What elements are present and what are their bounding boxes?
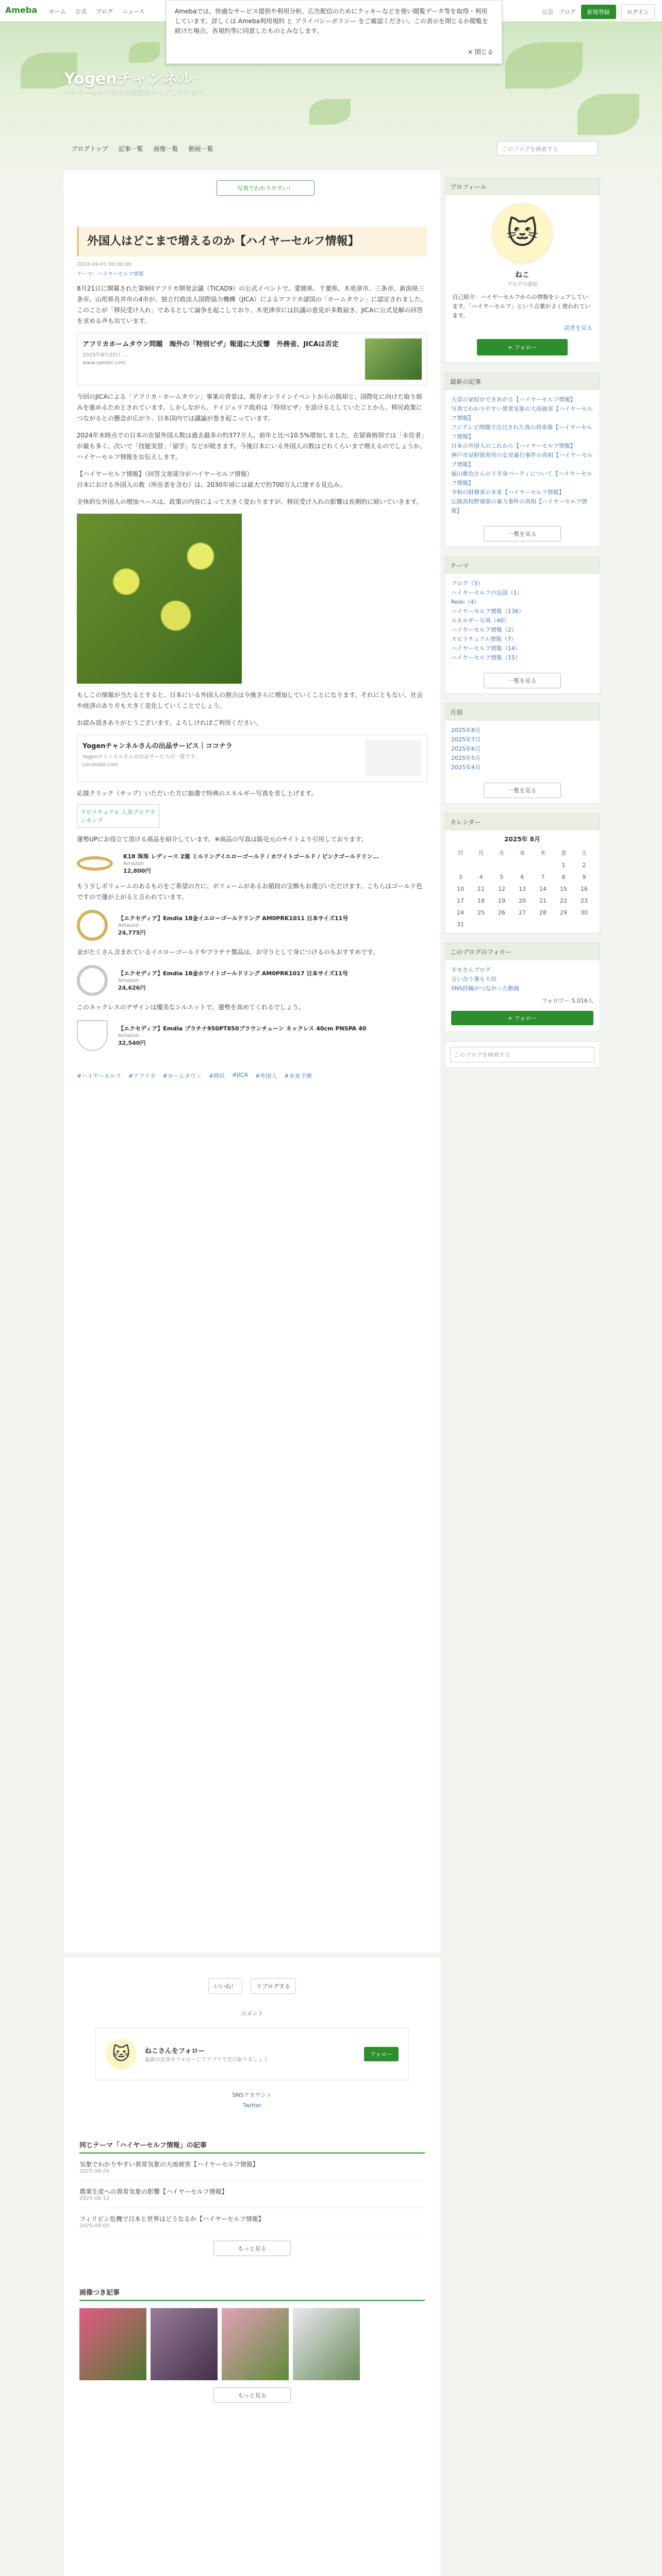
card-sub: 2025年8月25日 ... [82, 352, 128, 358]
energy-photo [77, 514, 242, 684]
related-date: 2025-08-05 [79, 2223, 110, 2229]
follow-button[interactable]: + フォロー [451, 1011, 593, 1025]
profile-heading: プロフィール [445, 178, 600, 195]
card-thumbnail [365, 740, 422, 776]
recent-item[interactable]: 写真でわかりやすい異常気象の大雨被害【ハイヤーセルフ情報】 [451, 405, 593, 421]
image-thumbnail[interactable] [79, 2308, 146, 2380]
product-shop: Amazon [118, 1033, 139, 1039]
card-title: Yogenチャンネルさんの出品サービス｜ココナラ [82, 742, 233, 750]
ad-label[interactable]: 広告 [542, 9, 554, 15]
month-item[interactable]: 2025年7月 [451, 736, 481, 743]
like-button[interactable]: いいね！ [208, 1978, 242, 1994]
blog-label[interactable]: ブログ [558, 9, 576, 15]
calendar-date[interactable]: 23 [581, 897, 588, 904]
calendar-date[interactable]: 6 [520, 874, 524, 880]
calendar-grid [445, 843, 600, 933]
hashtag[interactable]: #アフリカ [128, 1073, 156, 1079]
profile-text: 自己紹介：ハイヤーセルフからの情報をシェアしています。「ハイヤーセルフ」という言葉がよく使われています。 [452, 294, 591, 319]
follow-card [95, 2028, 409, 2080]
necklace-image [77, 1020, 108, 1051]
product-name: 【エクセディア】Emdia プラチナ950PT850ブラウンチェーン ネックレス 40cm PNSPA 40 [118, 1025, 367, 1032]
cookie-notice-text: Amebaでは、快適なサービス提供や利用分析、広告配信のためにクッキーなどを使い閲覧データ等を取得・利用しています。詳しくは Ameba利用規約 と プライバシーポリシー をご確認ください。この表示を閉じるか閲覧を続けた場合、各規約等に同意したものとみなします。 [175, 8, 488, 35]
calendar-date[interactable]: 7 [541, 874, 545, 880]
theme-list-button[interactable]: 一覧を見る [484, 673, 561, 688]
card-title: アフリカホームタウン問題 海外の「特別ビザ」報道に大反響 外務省、JICAは否定 [82, 341, 339, 348]
calendar-date [512, 862, 533, 869]
follow-button[interactable]: フォロー [364, 2047, 399, 2061]
theme-item[interactable]: ハイヤーセルフの法話（1） [451, 589, 523, 596]
register-button[interactable]: 新規登録 [581, 5, 616, 19]
hashtag[interactable]: #未来予測 [284, 1073, 312, 1079]
top-right [542, 4, 655, 20]
recent-item[interactable]: フジテレビ問題で注目された真の将来像【ハイヤーセルフ情報】 [451, 424, 593, 440]
hashtag[interactable]: #外国人 [255, 1073, 277, 1079]
image-thumbnail[interactable] [151, 2308, 218, 2380]
blog-description: ハイヤーセルフからの情報をシェアしています。 [64, 89, 211, 96]
paragraph: 【ハイヤーセルフ情報】（回答文章部分がハイヤーセルフ情報） 日本における外国人の数（所在者を含む）は、2030年頃には最大で約700万人に達する見込み。 [77, 470, 346, 488]
recent-item[interactable]: 天皇の家紋ができあがる【ハイヤーセルフ情報】 [451, 396, 576, 403]
paragraph: 応援クリック（チップ）いただいた方に抽選で特典のエネルギー写真を差し上げます。 [77, 790, 318, 797]
related-title: フィリピン危機で日本と世界はどうなるか【ハイヤーセルフ情報】 [79, 2215, 264, 2223]
product-shop: Amazon [123, 861, 144, 867]
paragraph: 2024年末時点での日本の在留外国人数は過去最多の約377万人。前年と比べ10.5%増加しました。在留資格別では「永住者」が最も多く、次いで「技能実習」「留学」などが続きます。今後日本にいる外国人の数はどれくらいまで増えるのでしょうか。ハイヤーセルフ情報をお伝えします。 [77, 432, 427, 461]
hashtags [77, 1072, 427, 1080]
calendar-date[interactable]: 31 [457, 921, 464, 928]
related-item[interactable] [79, 2208, 425, 2235]
reblog-button[interactable]: リブログする [251, 1978, 296, 1994]
hashtag[interactable]: #移民 [208, 1073, 225, 1079]
related-date: 2025-08-20 [79, 2168, 110, 2174]
follow-button[interactable]: + フォロー [477, 339, 568, 355]
profile-sub: ブログの部屋 [507, 282, 538, 287]
profile-box [444, 178, 600, 363]
follower-count: フォロワー 5,016人 [541, 997, 593, 1004]
twitter-link[interactable]: Twitter [242, 2102, 262, 2109]
month-item[interactable]: 2025年6月 [451, 745, 481, 752]
sidebar [444, 178, 600, 1077]
hashtag[interactable]: #ハイヤーセルフ [77, 1073, 121, 1079]
fav-item[interactable]: ネモさんブログ [451, 967, 491, 973]
calendar-date[interactable]: 3 [458, 874, 462, 880]
calendar-weekday: 火 [499, 850, 505, 856]
cookie-notice [166, 0, 502, 64]
monthly-box [444, 703, 600, 804]
hashtag[interactable]: #ホームタウン [162, 1073, 202, 1079]
ranking-banner[interactable]: スピリチュアル 人気ブログランキング [77, 804, 159, 828]
article-date: 2024-09-01 00:00:00 [77, 262, 132, 267]
product-item[interactable] [77, 1020, 427, 1051]
calendar-weekday: 水 [519, 850, 525, 856]
calendar-date [533, 862, 553, 869]
ameba-logo[interactable]: Ameba [5, 5, 38, 15]
related-title: 農業生産への異常気象の影響【ハイヤーセルフ情報】 [79, 2188, 228, 2195]
paragraph: 8月21日に開幕された第9回アフリカ開発会議（TICAD9）の公式イベントで、愛媛県、千葉県、木更津市、三条市、新潟県三条市、山形県長井市の4市が、独立行政法人国際協力機構（JICA）によるアフリカ諸国の「ホームタウン」に認定されました。このことが「移民受け入れ」であるとして論争を起こしており、木更津市には抗議の意見が多数届き、JICAに公式見解の回答を求める声も出ています。 [77, 285, 427, 325]
fav-box [444, 943, 600, 1032]
product-item[interactable] [77, 965, 427, 996]
article [77, 227, 427, 1080]
calendar-date[interactable]: 22 [560, 897, 567, 904]
calendar-date[interactable]: 5 [500, 874, 504, 880]
calendar-weekday: 木 [540, 850, 546, 856]
comment-label[interactable]: コメント [241, 2010, 263, 2017]
paragraph: もしこの情報が当たるとすると、日本にいる外国人の割合は今後さらに増加していくことになります。それにともない、社会や経済のあり方も大きく変化していくことでしょう。 [77, 691, 423, 709]
calendar-date[interactable]: 20 [519, 897, 526, 904]
article-title: 外国人はどこまで増えるのか【ハイヤーセルフ情報】 [77, 227, 427, 257]
ring-image [77, 856, 113, 871]
calendar-date[interactable]: 29 [560, 909, 567, 916]
recent-item[interactable]: 日本の外国人のこれから【ハイヤーセルフ情報】 [451, 443, 576, 449]
calendar-date[interactable]: 24 [457, 909, 464, 916]
calendar-date[interactable]: 30 [581, 909, 588, 916]
paragraph: 運勢UPにお役立て頂ける商品を紹介しています。※商品の写真は販売元のサイトより引用しております。 [77, 836, 368, 843]
theme-item[interactable]: エネルギー写真（40） [451, 617, 509, 624]
product-price: 24,626円 [118, 985, 146, 991]
follow-desc: 最新の記事をフォローしてアプリで受け取りましょう [145, 2057, 269, 2063]
article-meta [77, 262, 427, 267]
fav-heading: このブログのフォロー [445, 943, 600, 960]
calendar-date [491, 862, 512, 869]
link-card[interactable] [77, 333, 427, 385]
article-footer [64, 1958, 440, 2576]
cat-avatar[interactable]: 🐱 [491, 202, 553, 264]
calendar-date[interactable]: 15 [560, 886, 567, 892]
product-name: K18 珠珠 レディース 2連 ミルリングイエローゴールド / ホワイトゴールド / ピンクゴールドリン... [123, 853, 379, 860]
recent-item[interactable]: 広陵高校野球部の暴力事件の真相【ハイヤーセルフ情報】 [451, 498, 587, 514]
paragraph: このネックレスのデザインは優美なシルエットで、運勢を高めてくれるでしょう。 [77, 1004, 305, 1011]
monthly-heading: 月別 [445, 704, 600, 721]
recent-heading: 最新の記事 [445, 373, 600, 390]
article-theme[interactable]: テーマ：ハイヤーセルフ情報 [77, 272, 144, 277]
ring-image [77, 965, 108, 996]
paragraph: 全体的な外国人の増加ペースは、政策の内容によって大きく変わりますが、移民受け入れの影響は長期的に続いていきます。 [77, 498, 423, 505]
calendar-heading: カレンダー [445, 814, 600, 831]
image-thumbnail[interactable] [293, 2308, 360, 2380]
calendar-date[interactable]: 17 [457, 897, 464, 904]
sidebar-search [444, 1041, 600, 1068]
card-source: www.sankei.com [82, 360, 126, 366]
related-date: 2025-08-13 [79, 2196, 110, 2201]
hashtag[interactable]: #JICA [232, 1072, 249, 1078]
ring-image [77, 910, 108, 941]
product-item[interactable] [77, 852, 427, 875]
month-item[interactable]: 2025年5月 [451, 755, 481, 761]
calendar-box [444, 813, 600, 934]
calendar-date[interactable]: 10 [457, 886, 464, 892]
product-item[interactable] [77, 910, 427, 941]
paragraph: 金がたくさん含まれているイエローゴールドやプラチナ製品は、お守りとして身につけるのもおすすめです。 [77, 948, 379, 956]
calendar-date[interactable]: 4 [479, 874, 483, 880]
theme-item[interactable]: ハイヤーセルフ情報（2） [451, 626, 517, 633]
calendar-weekday: 土 [581, 850, 587, 856]
nav-entry-list[interactable]: 記事一覧 [118, 145, 143, 152]
calendar-date[interactable]: 12 [498, 886, 505, 892]
recent-item[interactable]: 福山雅治さんの下半身パーティについて【ハイヤーセルフ情報】 [451, 470, 592, 486]
theme-item[interactable]: ハイヤーセルフ情報（14） [451, 645, 521, 652]
calendar-date[interactable]: 19 [498, 897, 505, 904]
theme-item[interactable]: Reiki（4） [451, 599, 480, 605]
follow-title: ねこさんをフォロー [145, 2047, 205, 2055]
product-shop: Amazon [118, 978, 139, 984]
topnav-official[interactable]: 公式 [75, 8, 87, 15]
sns-label: SNSアカウント [232, 2092, 272, 2098]
product-name: 【エクセディア】Emdia 18金ホワイトゴールドリング AM0PRK1017 日本サイズ11号 [118, 970, 348, 977]
images-heading: 画像つき記事 [79, 2287, 425, 2301]
month-item[interactable]: 2025年4月 [451, 764, 481, 771]
login-button[interactable]: ログイン [621, 4, 655, 20]
calendar-date[interactable]: 27 [519, 909, 526, 916]
cat-avatar[interactable]: 🐱 [106, 2039, 137, 2070]
related-more-button[interactable]: もっと見る [213, 2241, 291, 2256]
blog-title[interactable]: Yogenチャンネル [64, 70, 193, 88]
calendar-date[interactable]: 14 [539, 886, 547, 892]
month-item[interactable]: 2025年8月 [451, 727, 481, 734]
paragraph: お読み頂きありがとうございます。よろしければご利用ください。 [77, 719, 262, 726]
fav-item[interactable]: SNS投稿がつながった動画 [451, 985, 520, 992]
top-nav [49, 7, 144, 15]
product-price: 12,800円 [123, 868, 151, 874]
fav-item[interactable]: 言い合う事も大切 [451, 976, 496, 982]
paragraph: もう少しボリュームのあるものをご希望の方に、ボリュームがあるお値段の宝飾もお選びいただけます。こちらはゴールド色ですので運が上がると言われています。 [77, 883, 423, 901]
related-title: 気象でわかりやすい異常気象の大雨被害【ハイヤーセルフ情報】 [79, 2161, 259, 2168]
recent-item[interactable]: 令和の財務省の未来【ハイヤーセルフ情報】 [451, 489, 565, 496]
calendar-date[interactable]: 21 [539, 897, 547, 904]
related-item[interactable] [79, 2181, 425, 2208]
calendar-date[interactable]: 11 [477, 886, 485, 892]
topnav-news[interactable]: ニュース [122, 8, 145, 15]
sidebar-search-input[interactable]: このブログを検索する [450, 1047, 594, 1062]
topnav-blog[interactable]: ブログ [96, 8, 113, 15]
link-card[interactable] [77, 735, 427, 782]
search-input[interactable]: このブログを検索する [497, 141, 598, 156]
nav-image-list[interactable]: 画像一覧 [153, 145, 178, 152]
calendar-weekday: 金 [560, 850, 567, 856]
theme-item[interactable]: ハイヤーセルフ情報（136） [451, 608, 524, 615]
calendar-date[interactable]: 2 [582, 862, 586, 869]
calendar-date[interactable]: 25 [477, 909, 485, 916]
calendar-date [471, 862, 491, 869]
related-item[interactable] [79, 2154, 425, 2181]
profile-name[interactable]: ねこ [515, 271, 529, 279]
card-sub: Yogenチャンネルさんの出品サービスの一覧です。 [82, 754, 201, 760]
profile-more-link[interactable]: 読者を見る [564, 325, 592, 331]
calendar-date[interactable]: 18 [477, 897, 485, 904]
theme-item[interactable]: ハイヤーセルフ情報（15） [451, 654, 521, 661]
images-more-button[interactable]: もっと見る [213, 2387, 291, 2403]
theme-item[interactable]: ブログ（3） [451, 580, 483, 587]
calendar-date[interactable]: 28 [539, 909, 547, 916]
calendar-date[interactable]: 1 [561, 862, 566, 869]
calendar-title: 2025年 8月 [504, 836, 540, 843]
calendar-date[interactable]: 8 [561, 874, 566, 880]
topnav-home[interactable]: ホーム [49, 8, 66, 15]
product-price: 32,540円 [118, 1040, 146, 1046]
product-price: 24,775円 [118, 929, 146, 936]
calendar-date[interactable]: 26 [498, 909, 505, 916]
card-source: coconala.com [82, 762, 119, 768]
cookie-close-button[interactable]: × 閉じる [468, 48, 493, 56]
nav-video-list[interactable]: 動画一覧 [188, 145, 213, 152]
monthly-list-button[interactable]: 一覧を見る [484, 783, 561, 798]
image-thumbnail[interactable] [222, 2308, 289, 2380]
calendar-date[interactable]: 9 [582, 874, 586, 880]
photo-promo-button[interactable]: 写真でわかりやすい！ [217, 180, 315, 196]
product-name: 【エクセディア】Emdia 18金イエローゴールドリング AM0PRK1011 日本サイズ11号 [118, 915, 349, 922]
calendar-date[interactable]: 16 [581, 886, 588, 892]
theme-box [444, 556, 600, 694]
recent-list-button[interactable]: 一覧を見る [484, 526, 561, 541]
calendar-weekday: 日 [457, 850, 464, 856]
related-heading: 同じテーマ「ハイヤーセルフ情報」の記事 [79, 2140, 425, 2154]
recent-item[interactable]: 神戸市見附保育所の女児暴行事件の真相【ハイヤーセルフ情報】 [451, 452, 593, 468]
card-thumbnail [365, 338, 422, 380]
recent-box [444, 372, 600, 547]
calendar-date [450, 862, 471, 869]
theme-item[interactable]: スピリチュアル情報（7） [451, 636, 517, 642]
calendar-date[interactable]: 13 [519, 886, 526, 892]
paragraph: 今回のJICAによる「アフリカ・ホームタウン」事業の背景は、既存オンラインイベントからの脱却と、国際化に向けた取り組みを進めるためとされています。しかしながら、ナイジェリア政府は「特別ビザ」を設けるとしていたことから、移民政策につながるとの懸念が広がり、日本国内では議論が巻き起こっています。 [77, 393, 423, 422]
product-shop: Amazon [118, 923, 139, 928]
calendar-weekday: 月 [478, 850, 484, 856]
theme-heading: テーマ [445, 557, 600, 574]
nav-blog-top[interactable]: ブログトップ [71, 145, 108, 152]
